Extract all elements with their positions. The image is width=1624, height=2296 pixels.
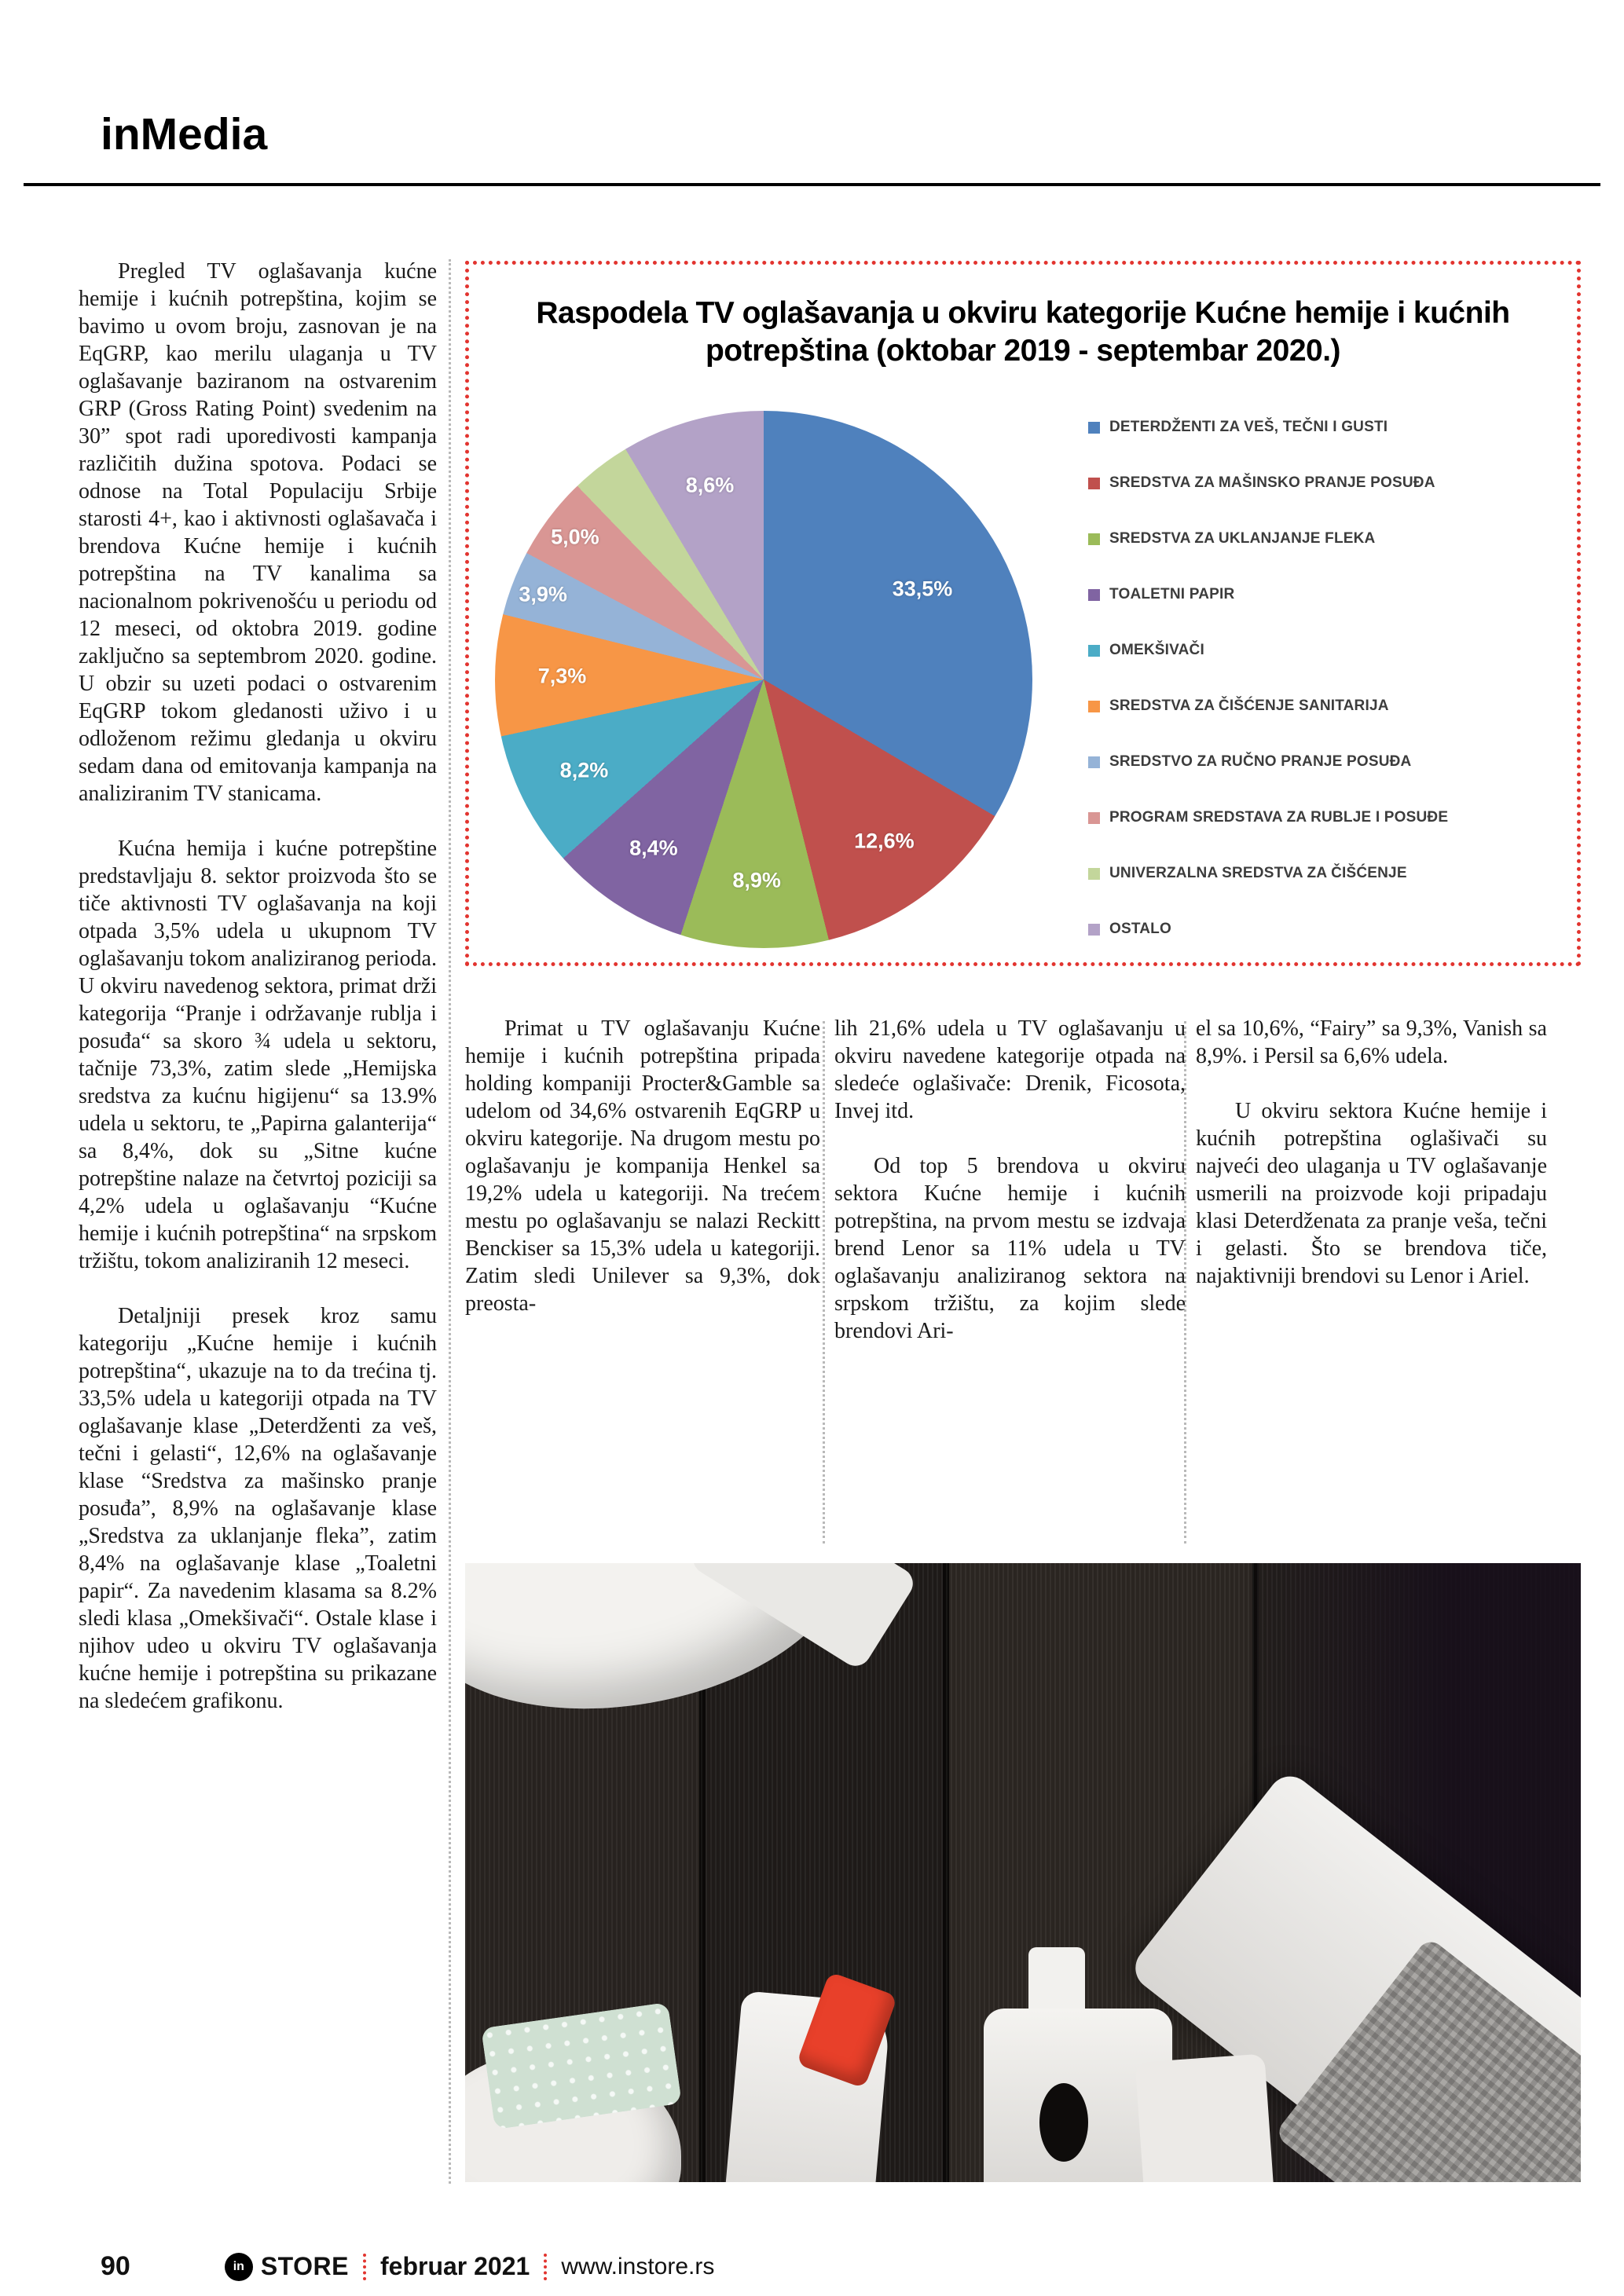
- pie-slice-label: 7,3%: [537, 664, 587, 688]
- legend-label: SREDSTVO ZA RUČNO PRANJE POSUĐA: [1109, 753, 1412, 770]
- pie-slice-label: 12,6%: [854, 829, 915, 853]
- legend-swatch: [1088, 924, 1100, 936]
- legend-label: OMEKŠIVAČI: [1109, 642, 1204, 658]
- legend-item: [1088, 865, 1448, 882]
- article-column-1: [79, 258, 437, 1742]
- legend-label: SREDSTVA ZA ČIŠĆENJE SANITARIJA: [1109, 698, 1389, 714]
- legend-swatch: [1088, 589, 1100, 601]
- legend-label: SREDSTVA ZA MAŠINSKO PRANJE POSUĐA: [1109, 474, 1435, 491]
- legend-swatch: [1088, 533, 1100, 545]
- legend-label: OSTALO: [1109, 921, 1171, 937]
- paragraph: Od top 5 brendova u okviru sektora Kućne hemije i kućnih potrepština, na prvom mestu se izdvaja brend Lenor sa 11% udela u TV oglašavanju analiziranog sektora na srpskom tržištu, za kojim slede brendovi Ari-: [834, 1154, 1186, 1343]
- legend-swatch: [1088, 645, 1100, 657]
- chart-title: Raspodela TV oglašavanja u okviru kategorije Kućne hemije i kućnih potrepština (oktobar 2019 - septembar 2020.): [536, 296, 1510, 368]
- footer-separator: [363, 2254, 366, 2280]
- article-column-2: [465, 1015, 820, 1345]
- legend-item: [1088, 586, 1448, 603]
- pie-slice-label: 8,9%: [732, 868, 781, 892]
- legend-label: SREDSTVA ZA UKLANJANJE FLEKA: [1109, 530, 1376, 547]
- jug-handle-hole: [1039, 2083, 1088, 2162]
- legend-swatch: [1088, 812, 1100, 824]
- pie-slice-label: 8,2%: [559, 758, 609, 782]
- article-column-4: [1196, 1015, 1547, 1317]
- cleaning-products-photo: [465, 1563, 1581, 2182]
- brand-name: STORE: [260, 2252, 349, 2280]
- instore-logo-icon: [225, 2253, 253, 2281]
- website-url: www.instore.rs: [561, 2253, 715, 2280]
- pie-slice-label: 8,6%: [685, 473, 735, 497]
- pie-slice-label: 8,4%: [629, 836, 678, 860]
- paragraph: lih 21,6% udela u TV oglašavanju u okviru navedene kategorije otpada na sledeće oglašivače: Drenik, Ficosota, Invej itd.: [834, 1016, 1186, 1123]
- legend-item: [1088, 698, 1448, 715]
- legend-swatch: [1088, 422, 1100, 434]
- page-footer: [101, 2251, 714, 2282]
- pie-slice-label: 33,5%: [892, 577, 953, 601]
- legend-label: TOALETNI PAPIR: [1109, 586, 1235, 602]
- legend-item: [1088, 474, 1448, 492]
- chart-legend: [1088, 419, 1448, 938]
- legend-item: [1088, 642, 1448, 659]
- pie-slice-label: 3,9%: [519, 582, 567, 606]
- pie-slice-label: 5,0%: [551, 525, 599, 549]
- section-title: inMedia: [101, 109, 268, 159]
- column-divider: [823, 1021, 825, 1543]
- pie-chart: [495, 411, 1032, 948]
- header-rule: [24, 183, 1600, 186]
- paragraph: el sa 10,6%, “Fairy” sa 9,3%, Vanish sa 8,9%. i Persil sa 6,6% udela.: [1196, 1016, 1547, 1068]
- paragraph: Pregled TV oglašavanja kućne hemije i kućnih potrepština, kojim se bavimo u ovom broju, zasnovan je na EqGRP, kao merilu ulaganja u TV oglašavanje baziranom na ostvarenim GRP (Gross Rating Point) svedenim na 30” spot radi uporedivosti kampanja različitih dužina spotova. Podaci se odnose na Total Populaciju Srbije starosti 4+, kao i aktivnosti oglašavača i brendova Kućne hemije i kućnih potrepština na TV kanalima sa nacionalnom pokrivenošću u periodu od 12 meseci, od oktobra 2019. godine zaključno sa septembrom 2020. godine. U obzir su uzeti podaci o ostvarenim EqGRP tokom gledanosti uživo i u odloženom režimu gledanja u okviru sedam dana od emitovanja kampanja na analiziranim TV stanicama.: [79, 259, 437, 806]
- legend-label: PROGRAM SREDSTAVA ZA RUBLJE I POSUĐE: [1109, 809, 1449, 826]
- legend-item: [1088, 530, 1448, 547]
- legend-swatch: [1088, 701, 1100, 712]
- article-column-3: [834, 1015, 1186, 1372]
- page-number: 90: [101, 2251, 130, 2281]
- legend-item: [1088, 809, 1448, 826]
- legend-swatch: [1088, 478, 1100, 489]
- footer-separator: [544, 2254, 547, 2280]
- issue-date: februar 2021: [379, 2252, 530, 2280]
- instore-logo-letters: in: [233, 2259, 244, 2273]
- white-bottle: [1135, 2054, 1275, 2182]
- legend-swatch: [1088, 868, 1100, 880]
- paragraph: U okviru sektora Kućne hemije i kućnih potrepština oglašivači su najveći deo ulaganja u TV oglašavanje usmerili na proizvode koji pripadaju klasi Deterdženata za pranje veša, tečni i gelasti. Što se brendova tiče, najaktivniji brendovi su Lenor i Ariel.: [1196, 1099, 1547, 1288]
- chart-panel: [465, 261, 1581, 966]
- legend-item: [1088, 921, 1448, 938]
- legend-swatch: [1088, 756, 1100, 768]
- legend-item: [1088, 753, 1448, 771]
- paragraph: Kućna hemija i kućne potrepštine predstavljaju 8. sektor proizvoda što se tiče aktivnosti TV oglašavanja na koji otpada 3,5% udela u ukupnom TV oglašavanju tokom analiziranog perioda. U okviru navedenog sektora, primat drži kategorija “Pranje i održavanje rublja i posuđa“ sa skoro ¾ udela u sektoru, tačnije 73,3%, zatim slede „Hemijska sredstva za kućnu higijenu“ sa 13.9% udela u sektoru, te „Papirna galanterija“ sa 8,4%, dok su „Sitne kućne potrepštine nalaze na četvrtoj poziciji sa 4,2% udela u oglašavanju “Kućne hemije i kućnih potrepština“ na srpskom tržištu, tokom analiziranih 12 meseci.: [79, 837, 437, 1273]
- paragraph: Detaljniji presek kroz samu kategoriju „Kućne hemije i kućnih potrepština“, ukazuje na to da trećina tj. 33,5% udela u kategoriji otpada na TV oglašavanje klase „Deterdženti za veš, tečni i gelasti“, 12,6% na oglašavanje klase “Sredstva za mašinsko pranje posuđa”, 8,9% na oglašavanje klase „Sredstva za uklanjanje fleka”, zatim 8,4% na oglašavanje klase „Toaletni papir“. Za navedenim klasama sa 8.2% sledi klasa „Omekšivači“. Ostale klase i njihov udeo u okviru TV oglašavanja kućne hemije i potrepština su prikazane na sledećem grafikonu.: [79, 1304, 437, 1713]
- legend-label: DETERDŽENTI ZA VEŠ, TEČNI I GUSTI: [1109, 419, 1388, 435]
- legend-item: [1088, 419, 1448, 436]
- column-divider: [449, 259, 451, 2184]
- paragraph: Primat u TV oglašavanju Kućne hemije i kućnih potrepština pripada holding kompaniji Procter&Gamble sa udelom od 34,6% ostvarenih EqGRP u okviru kategorije. Na drugom mestu po oglašavanju je kompanija Henkel sa 19,2% udela u kategoriji. Na trećem mestu po oglašavanju se nalazi Reckitt Benckiser sa 15,3% udela u kategoriji. Zatim sledi Unilever sa 9,3%, dok preosta-: [465, 1016, 820, 1316]
- legend-label: UNIVERZALNA SREDSTVA ZA ČIŠĆENJE: [1109, 865, 1407, 881]
